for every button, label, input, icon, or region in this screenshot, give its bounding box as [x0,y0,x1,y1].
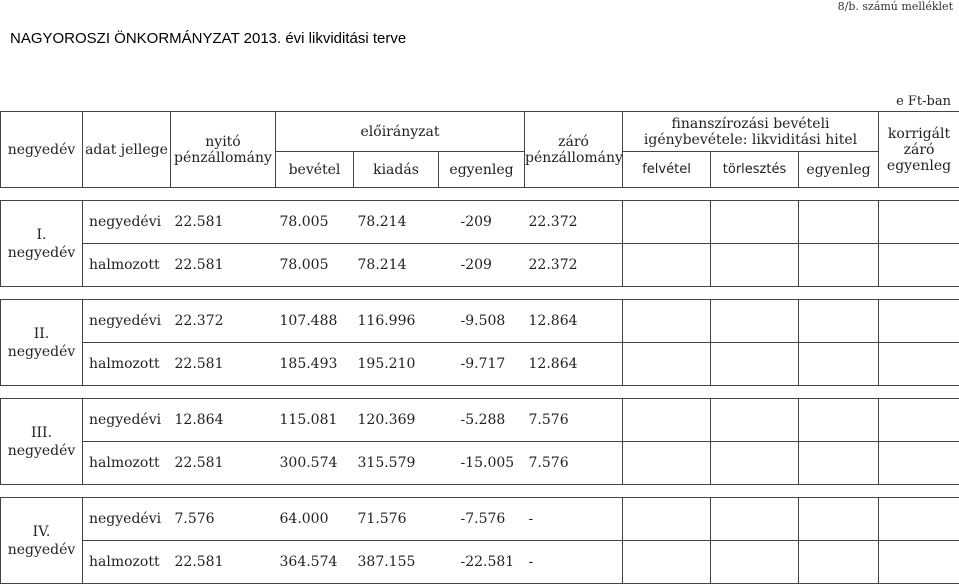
row-type: negyedévi [83,300,171,343]
header-budget-expense: kiadás [354,152,439,188]
income-value: 115.081 [276,399,354,442]
expense-value: 71.576 [354,498,439,541]
header-budget-income: bevétel [276,152,354,188]
header-closing: záró pénzállomány [525,112,623,188]
expense-value: 387.155 [354,541,439,584]
row-type: halmozott [83,343,171,386]
row-type: negyedévi [83,498,171,541]
opening-value: 7.576 [171,498,276,541]
closing-value: - [525,541,623,584]
quarter-label: IV. negyedév [1,498,83,584]
expense-value: 315.579 [354,442,439,485]
header-quarter: negyedév [1,112,83,188]
closing-value: 12.864 [525,343,623,386]
page-title: NAGYOROSZI ÖNKORMÁNYZAT 2013. évi likviditási terve [10,30,406,47]
row-type: negyedévi [83,399,171,442]
liquidity-table [0,111,959,584]
income-value: 78.005 [276,201,354,244]
income-value: 300.574 [276,442,354,485]
opening-value: 22.372 [171,300,276,343]
opening-value: 22.581 [171,201,276,244]
header-fin-repay: törlesztés [711,152,799,188]
closing-value: 12.864 [525,300,623,343]
expense-value: 78.214 [354,244,439,287]
opening-value: 22.581 [171,343,276,386]
table-row [1,498,959,541]
quarter-label: III. negyedév [1,399,83,485]
income-value: 185.493 [276,343,354,386]
header-budget-balance: egyenleg [439,152,525,188]
balance-value: -22.581 [439,541,525,584]
income-value: 78.005 [276,244,354,287]
opening-value: 22.581 [171,244,276,287]
balance-value: -209 [439,201,525,244]
header-adjusted: korrigált záró egyenleg [879,112,959,188]
quarter-label: II. negyedév [1,300,83,386]
row-type: halmozott [83,244,171,287]
row-type: halmozott [83,541,171,584]
table-row [1,343,959,386]
table-row [1,442,959,485]
table-row [1,541,959,584]
row-type: halmozott [83,442,171,485]
opening-value: 12.864 [171,399,276,442]
header-opening: nyitó pénzállomány [171,112,276,188]
quarter-label: I. negyedév [1,201,83,287]
header-budget: előirányzat [276,112,525,152]
annex-label: 8/b. számú melléklet [838,0,953,13]
unit-label: e Ft-ban [896,94,951,109]
income-value: 364.574 [276,541,354,584]
header-financing: finanszírozási bevételi igénybevétele: likviditási hitel [623,112,879,152]
expense-value: 116.996 [354,300,439,343]
balance-value: -15.005 [439,442,525,485]
closing-value: - [525,498,623,541]
income-value: 64.000 [276,498,354,541]
expense-value: 78.214 [354,201,439,244]
opening-value: 22.581 [171,442,276,485]
table-row [1,201,959,244]
balance-value: -5.288 [439,399,525,442]
balance-value: -9.717 [439,343,525,386]
row-type: negyedévi [83,201,171,244]
expense-value: 120.369 [354,399,439,442]
closing-value: 7.576 [525,442,623,485]
header-fin-balance: egyenleg [799,152,879,188]
balance-value: -7.576 [439,498,525,541]
closing-value: 22.372 [525,244,623,287]
table-row [1,399,959,442]
closing-value: 22.372 [525,201,623,244]
balance-value: -9.508 [439,300,525,343]
closing-value: 7.576 [525,399,623,442]
header-data-type: adat jellege [83,112,171,188]
header-fin-draw: felvétel [623,152,711,188]
income-value: 107.488 [276,300,354,343]
balance-value: -209 [439,244,525,287]
table-row [1,244,959,287]
opening-value: 22.581 [171,541,276,584]
table-row [1,300,959,343]
expense-value: 195.210 [354,343,439,386]
